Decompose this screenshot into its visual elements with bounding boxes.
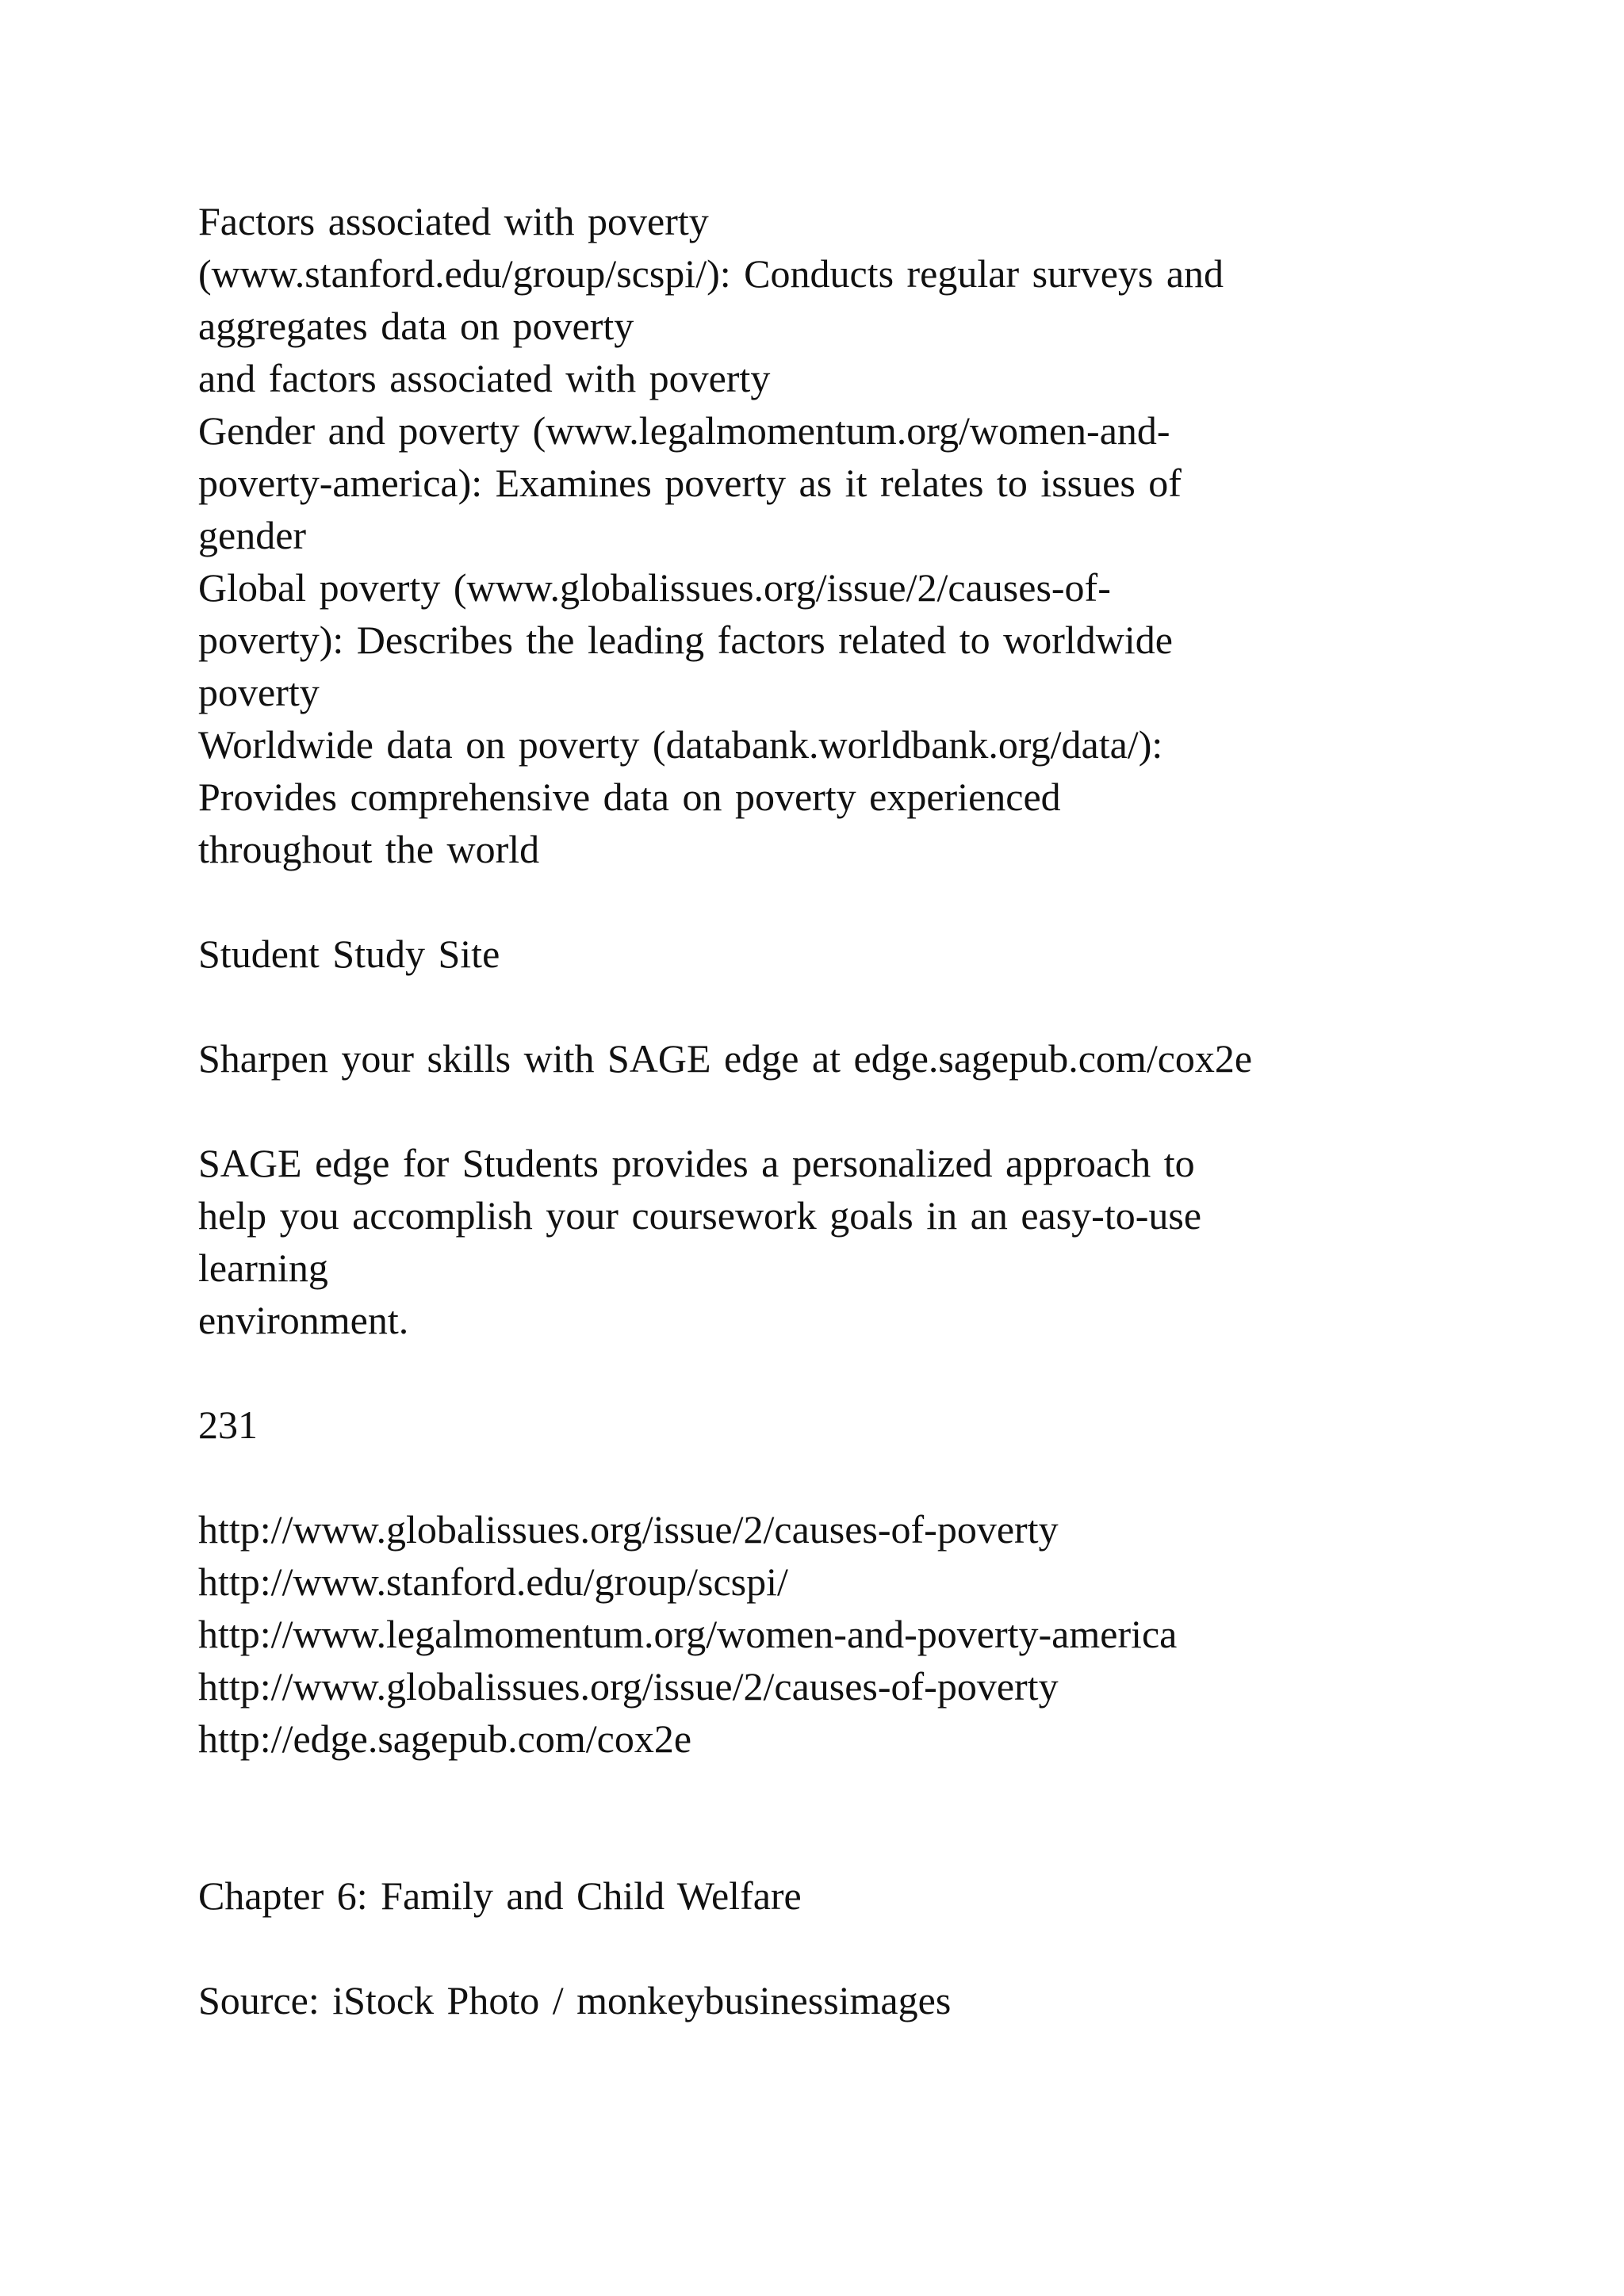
- resource-line: poverty: [198, 670, 320, 714]
- study-site-description-line: learning: [198, 1246, 328, 1290]
- url-link[interactable]: http://www.stanford.edu/group/scspi/: [198, 1559, 788, 1604]
- resource-line: and factors associated with poverty: [198, 356, 771, 400]
- resource-line: Gender and poverty (www.legalmomentum.org/women-and-: [198, 408, 1170, 453]
- resource-line: Global poverty (www.globalissues.org/issue/2/causes-of-: [198, 565, 1111, 610]
- resource-line: aggregates data on poverty: [198, 304, 634, 348]
- study-site-description-line: SAGE edge for Students provides a personalized approach to: [198, 1141, 1195, 1185]
- resource-line: Worldwide data on poverty (databank.worldbank.org/data/):: [198, 722, 1163, 767]
- url-link[interactable]: http://edge.sagepub.com/cox2e: [198, 1716, 692, 1761]
- study-site-description-line: help you accomplish your coursework goals in an easy-to-use: [198, 1193, 1202, 1238]
- url-link[interactable]: http://www.globalissues.org/issue/2/causes-of-poverty: [198, 1664, 1059, 1709]
- sharpen-skills-line: Sharpen your skills with SAGE edge at edge.sagepub.com/cox2e: [198, 1036, 1253, 1081]
- study-site-description-line: environment.: [198, 1298, 409, 1342]
- image-source-credit: Source: iStock Photo / monkeybusinessimages: [198, 1978, 952, 2022]
- study-site-heading: Student Study Site: [198, 932, 500, 976]
- resource-line: gender: [198, 513, 307, 557]
- resource-line: poverty): Describes the leading factors related to worldwide: [198, 618, 1173, 662]
- resource-line: throughout the world: [198, 827, 540, 871]
- resource-line: Provides comprehensive data on poverty experienced: [198, 775, 1061, 819]
- url-link[interactable]: http://www.legalmomentum.org/women-and-poverty-america: [198, 1612, 1178, 1656]
- resource-line: poverty-america): Examines poverty as it relates to issues of: [198, 461, 1182, 505]
- page-number: 231: [198, 1402, 258, 1447]
- resource-line: (www.stanford.edu/group/scspi/): Conducts regular surveys and: [198, 251, 1224, 296]
- url-link[interactable]: http://www.globalissues.org/issue/2/causes-of-poverty: [198, 1507, 1059, 1552]
- chapter-title: Chapter 6: Family and Child Welfare: [198, 1873, 802, 1918]
- resource-line: Factors associated with poverty: [198, 199, 709, 243]
